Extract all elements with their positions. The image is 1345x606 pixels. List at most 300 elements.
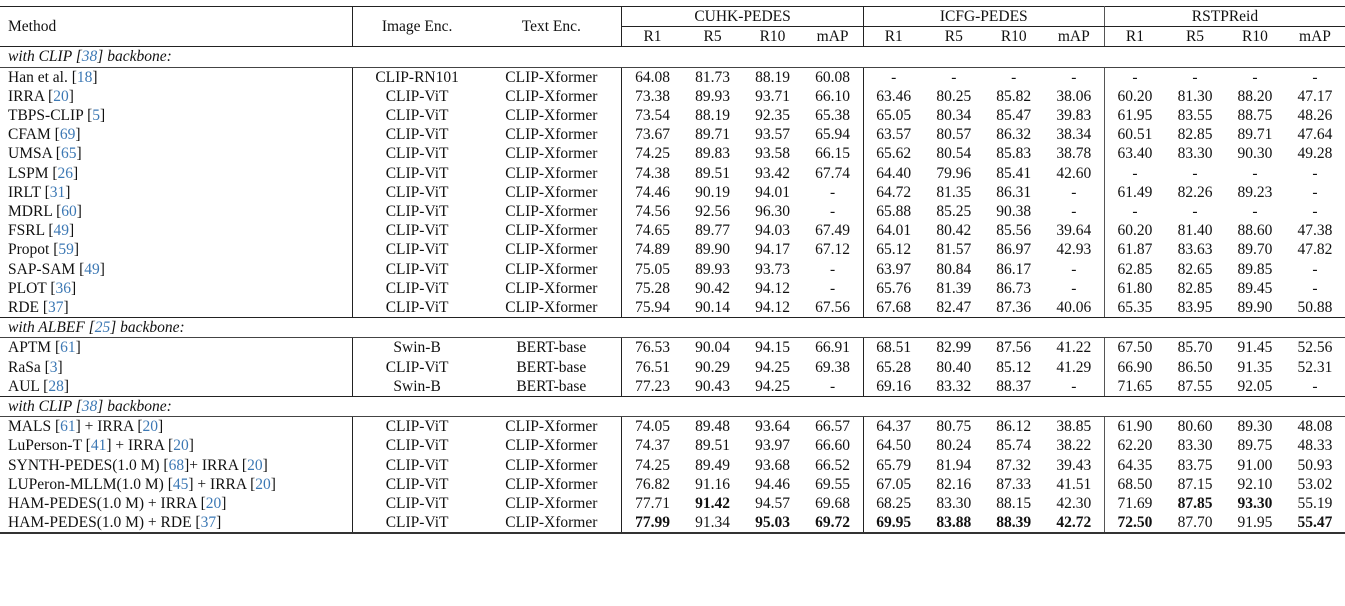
metric-value: 63.40 [1104,144,1165,163]
metric-value: 89.93 [695,260,730,278]
metric-value: 53.02 [1297,475,1333,493]
citation-link[interactable]: 38 [81,48,98,66]
metric-value: 66.90 [1104,358,1165,377]
method-text: SYNTH-PEDES(1.0 M) [ [8,456,169,474]
method-text: ] [76,203,82,221]
method-text: ] [76,145,82,163]
metric-value: 89.75 [1237,437,1273,455]
citation-link[interactable]: 20 [205,495,222,513]
method-text: LSPM [ [8,164,58,182]
metric-value: 47.82 [1297,241,1333,259]
image-encoder: CLIP-ViT [353,240,482,259]
header-metric: R5 [1165,27,1225,47]
image-encoder: CLIP-ViT [353,298,482,318]
citation-link[interactable]: 41 [90,437,107,455]
metric-value: 83.75 [1177,456,1213,474]
method-text: TBPS-CLIP [ [8,107,93,125]
method-name [0,260,353,279]
citation-link[interactable]: 60 [61,203,77,221]
image-encoder: CLIP-RN101 [353,67,482,87]
metric-value: 41.51 [1056,475,1092,493]
citation-link[interactable]: 61 [60,339,76,357]
header-metric: R5 [924,27,984,47]
metric-value: 69.55 [815,475,851,493]
image-encoder: CLIP-ViT [353,87,482,106]
metric-value: 66.15 [815,145,851,163]
method-text: ] [65,183,71,201]
citation-link[interactable]: 26 [57,164,74,182]
metric-value: 88.19 [755,68,790,86]
metric-value: 69.68 [815,495,851,513]
metric-value: 86.17 [996,260,1032,278]
metric-value: 80.60 [1177,418,1213,436]
image-encoder: CLIP-ViT [353,106,482,125]
metric-value: 69.95 [863,513,924,533]
metric-value: - [951,68,957,86]
citation-link[interactable]: 61 [60,418,76,436]
metric-value: 83.95 [1165,298,1225,318]
citation-link[interactable]: 25 [94,319,111,337]
metric-value: 42.60 [1056,164,1092,182]
header-dataset-icfg: ICFG-PEDES [863,7,1104,27]
method-text: ] [68,87,74,105]
text-encoder: CLIP-Xformer [505,145,598,163]
method-text: HAM-PEDES(1.0 M) + RDE [ [8,514,201,532]
metric-value: 80.24 [936,437,972,455]
metric-value: 96.30 [755,203,790,221]
metric-value: - [1252,68,1258,86]
method-name [0,164,353,183]
image-encoder: CLIP-ViT [353,221,482,240]
citation-link[interactable]: 65 [60,145,77,163]
image-encoder: CLIP-ViT [353,436,482,455]
header-text-enc: Text Enc. [481,7,622,47]
metric-value: 85.56 [996,222,1032,240]
method-text: ] [92,68,98,86]
text-encoder: CLIP-Xformer [505,87,598,105]
metric-value: 74.89 [622,240,683,259]
table-row [0,221,1345,240]
metric-value: 91.16 [695,475,730,493]
header-dataset-cuhk: CUHK-PEDES [622,7,863,27]
method-text: ] [71,279,77,297]
metric-value: 66.57 [815,418,851,436]
citation-link[interactable]: 18 [76,68,93,86]
metric-value: 74.65 [622,221,683,240]
method-text: APTM [ [8,339,61,357]
text-encoder: CLIP-Xformer [505,437,598,455]
metric-value: 85.74 [996,437,1032,455]
method-text: ] + IRRA [ [106,437,174,455]
metric-value: 91.35 [1237,358,1273,376]
metric-value: 38.22 [1056,437,1092,455]
metric-value: 92.56 [695,203,730,221]
text-encoder: CLIP-Xformer [505,495,598,513]
metric-value: 95.03 [743,513,803,533]
metric-value: 94.17 [755,241,790,259]
table-row [0,106,1345,125]
metric-value: 75.05 [622,260,683,279]
metric-value: 65.79 [863,456,924,475]
metric-value: 80.25 [936,87,972,105]
metric-value: 81.57 [936,241,972,259]
metric-value: - [1252,203,1258,221]
section-label-text: ] backbone: [97,398,172,416]
metric-value: 67.50 [1104,338,1165,358]
metric-value: 88.15 [996,495,1032,513]
metric-value: 81.35 [936,183,972,201]
table-row [0,67,1345,87]
section-label-text: with CLIP [ [8,48,82,66]
method-name [0,240,353,259]
method-text: ] [262,456,268,474]
metric-value: 48.26 [1297,107,1333,125]
method-text: ] [69,222,75,240]
method-name [0,417,353,437]
metric-value: 85.25 [936,203,972,221]
metric-value: 65.94 [815,126,851,144]
metric-value: 65.12 [863,240,924,259]
metric-value: 74.46 [622,183,683,202]
metric-value: - [1104,67,1165,87]
method-name [0,456,353,475]
metric-value: 77.99 [622,513,683,533]
metric-value: 87.70 [1165,513,1225,533]
metric-value: 48.33 [1297,437,1333,455]
metric-value: 61.95 [1104,106,1165,125]
method-text: ] [75,339,81,357]
metric-value: 68.50 [1104,475,1165,494]
method-text: ] [188,437,194,455]
metric-value: 89.77 [695,222,730,240]
table-row [0,377,1345,397]
metric-value: 65.38 [815,107,851,125]
metric-value: - [1071,203,1077,221]
image-encoder: Swin-B [353,377,482,397]
metric-value: 68.25 [863,494,924,513]
metric-value: 64.50 [863,436,924,455]
metric-value: 92.35 [755,107,790,125]
metric-value: 67.56 [803,298,864,318]
metric-value: 65.62 [863,144,924,163]
metric-value: - [1071,183,1077,201]
metric-value: 88.75 [1237,107,1273,125]
metric-value: 79.96 [936,164,972,182]
metric-value: 65.28 [863,358,924,377]
metric-value: 86.50 [1177,358,1213,376]
method-text: RaSa [ [8,358,50,376]
text-encoder: CLIP-Xformer [505,279,598,297]
method-text: FSRL [ [8,222,54,240]
metric-value: 87.15 [1177,475,1213,493]
metric-value: 61.49 [1104,183,1165,202]
metric-value: 80.54 [936,145,972,163]
section-label-text: with CLIP [ [8,398,82,416]
metric-value: 67.68 [863,298,924,318]
metric-value: 69.16 [863,377,924,397]
metric-value: 73.38 [622,87,683,106]
citation-link[interactable]: 49 [84,260,100,278]
metric-value: 77.23 [622,377,683,397]
metric-value: 88.39 [984,513,1044,533]
metric-value: 65.88 [863,202,924,221]
metric-value: 42.30 [1056,495,1092,513]
metric-value: 75.28 [622,279,683,298]
metric-value: 74.05 [622,417,683,437]
table-row [0,87,1345,106]
citation-link[interactable]: 36 [55,279,72,297]
metric-value: 83.55 [1177,107,1213,125]
metric-value: 66.52 [815,456,851,474]
metric-value: 83.88 [924,513,984,533]
table-row [0,494,1345,513]
citation-link[interactable]: 20 [255,475,271,493]
metric-value: 83.30 [936,495,972,513]
image-encoder: CLIP-ViT [353,456,482,475]
method-name [0,377,353,397]
metric-value: - [1192,164,1198,182]
table-row [0,338,1345,358]
method-text: AUL [ [8,377,49,395]
metric-value: - [1011,68,1017,86]
metric-value: 42.72 [1044,513,1105,533]
metric-value: 47.64 [1297,126,1333,144]
text-encoder: CLIP-Xformer [505,183,598,201]
method-text: ] + IRRA [ [75,418,143,436]
method-text: ] [99,260,105,278]
metric-value: 89.93 [695,87,730,105]
section-header-row [0,397,1345,417]
text-encoder: CLIP-Xformer [481,298,622,318]
metric-value: - [1312,260,1318,278]
metric-value: 47.38 [1297,222,1333,240]
text-encoder: BERT-base [481,377,622,397]
metric-value: 89.85 [1237,260,1273,278]
metric-value: 92.05 [1225,377,1285,397]
metric-value: 82.99 [936,339,972,357]
table-row [0,125,1345,144]
metric-value: 89.23 [1237,183,1273,201]
metric-value: 83.32 [924,377,984,397]
metric-value: 87.32 [996,456,1032,474]
header-metric: R1 [622,27,683,47]
metric-value: 64.01 [863,221,924,240]
metric-value: 88.37 [984,377,1044,397]
metric-value: - [1071,260,1077,278]
header-metric: R10 [1225,27,1285,47]
citation-link[interactable]: 20 [53,87,69,105]
metric-value: 81.94 [936,456,972,474]
metric-value: 69.38 [815,358,851,376]
citation-link[interactable]: 20 [173,437,189,455]
citation-link[interactable]: 45 [172,475,189,493]
method-text: PLOT [ [8,279,56,297]
metric-value: 89.90 [1225,298,1285,318]
method-name [0,144,353,163]
metric-value: 39.64 [1056,222,1092,240]
method-name [0,513,353,533]
results-table [0,6,1345,534]
metric-value: 52.31 [1297,358,1333,376]
image-encoder: CLIP-ViT [353,183,482,202]
header-method: Method [0,7,353,47]
section-header-row [0,318,1345,338]
citation-link[interactable]: 28 [48,377,64,395]
metric-value: 85.41 [996,164,1032,182]
metric-value: 40.06 [1044,298,1105,318]
metric-value: 93.57 [755,126,790,144]
metric-value: 94.03 [755,222,790,240]
citation-link[interactable]: 20 [142,418,158,436]
metric-value: 91.00 [1237,456,1273,474]
metric-value: - [1071,279,1077,297]
metric-value: - [1312,164,1318,182]
metric-value: 67.05 [863,475,924,494]
metric-value: 62.85 [1104,260,1165,279]
metric-value: 89.49 [695,456,730,474]
metric-value: 94.25 [755,358,790,376]
metric-value: 64.72 [863,183,924,202]
metric-value: 82.85 [1177,126,1213,144]
citation-link[interactable]: 38 [81,398,98,416]
method-text: UMSA [ [8,145,61,163]
image-encoder: CLIP-ViT [353,260,482,279]
citation-link[interactable]: 69 [59,126,76,144]
metric-value: 93.64 [755,418,790,436]
method-name [0,221,353,240]
metric-value: 92.10 [1237,475,1273,493]
section-label-text: ] backbone: [110,319,185,337]
metric-value: 80.34 [936,107,972,125]
citation-link[interactable]: 68 [168,456,185,474]
metric-value: 87.55 [1165,377,1225,397]
metric-value: 60.08 [815,68,851,86]
metric-value: 93.68 [755,456,790,474]
method-name [0,279,353,298]
metric-value: 94.12 [755,279,790,297]
metric-value: 90.19 [695,183,730,201]
metric-value: - [1312,68,1318,86]
method-name [0,125,353,144]
citation-link[interactable]: 59 [58,241,74,259]
citation-link[interactable]: 37 [48,299,64,317]
metric-value: 71.65 [1104,377,1165,397]
metric-value: 64.37 [863,417,924,437]
metric-value: 81.39 [936,279,972,297]
metric-value: 85.70 [1177,339,1213,357]
table-row [0,513,1345,533]
method-text: ] [216,514,222,532]
method-name [0,106,353,125]
method-name [0,358,353,377]
metric-value: 90.42 [695,279,730,297]
text-encoder: CLIP-Xformer [505,418,598,436]
metric-value: - [1312,183,1318,201]
metric-value: 74.37 [622,436,683,455]
metric-value: 81.30 [1177,87,1213,105]
metric-value: - [1192,68,1198,86]
text-encoder: CLIP-Xformer [481,513,622,533]
metric-value: - [829,279,836,297]
metric-value: 86.31 [996,183,1032,201]
metric-value: 74.25 [622,144,683,163]
text-encoder: CLIP-Xformer [505,107,598,125]
metric-value: 81.73 [695,68,730,86]
table-row [0,358,1345,377]
table-row [0,260,1345,279]
image-encoder: CLIP-ViT [353,513,482,533]
text-encoder: BERT-base [516,339,587,357]
citation-link[interactable]: 49 [53,222,70,240]
metric-value: 80.40 [936,358,972,376]
text-encoder: CLIP-Xformer [505,126,598,144]
metric-value: 39.43 [1056,456,1092,474]
method-text: LUPeron-MLLM(1.0 M) [ [8,475,173,493]
method-text: ] [100,107,106,125]
method-name [0,338,353,358]
metric-value: 93.97 [755,437,790,455]
metric-value: 88.20 [1237,87,1273,105]
metric-value: 52.56 [1297,339,1333,357]
metric-value: 42.93 [1056,241,1092,259]
metric-value: 88.60 [1237,222,1273,240]
citation-link[interactable]: 31 [49,183,66,201]
citation-link[interactable]: 3 [49,358,58,376]
metric-value: 89.51 [695,437,730,455]
method-text: MDRL [ [8,203,62,221]
metric-value: 74.56 [622,202,683,221]
metric-value: 66.60 [815,437,851,455]
citation-link[interactable]: 5 [92,107,101,125]
image-encoder: CLIP-ViT [353,202,482,221]
section-label [0,397,1345,417]
method-name [0,298,353,318]
metric-value: 74.38 [622,164,683,183]
citation-link[interactable]: 37 [200,514,217,532]
method-text: ] [270,475,276,493]
metric-value: 80.57 [936,126,972,144]
metric-value: 55.47 [1285,513,1345,533]
metric-value: 62.20 [1104,436,1165,455]
metric-value: 55.19 [1297,495,1333,513]
method-text: IRRA [ [8,87,54,105]
header-metric: mAP [803,27,864,47]
image-encoder: CLIP-ViT [353,164,482,183]
metric-value: 48.08 [1297,418,1333,436]
method-text: ] [63,377,69,395]
method-text: ] + IRRA [ [188,475,256,493]
metric-value: 93.58 [755,145,790,163]
metric-value: 73.54 [622,106,683,125]
metric-value: 83.30 [1177,145,1213,163]
metric-value: 90.43 [683,377,743,397]
method-text: RDE [ [8,299,49,317]
header-image-enc: Image Enc. [353,7,482,47]
method-text: ] [57,358,63,376]
method-name [0,67,353,87]
metric-value: 94.57 [755,495,790,513]
citation-link[interactable]: 20 [247,456,263,474]
metric-value: 50.93 [1297,456,1333,474]
metric-value: 77.71 [622,494,683,513]
metric-value: - [1285,377,1345,397]
metric-value: 76.51 [622,358,683,377]
header-dataset-rstp: RSTPReid [1104,7,1345,27]
metric-value: 82.85 [1177,279,1213,297]
metric-value: 94.46 [755,475,790,493]
method-text: ] [63,299,69,317]
metric-value: 94.25 [743,377,803,397]
